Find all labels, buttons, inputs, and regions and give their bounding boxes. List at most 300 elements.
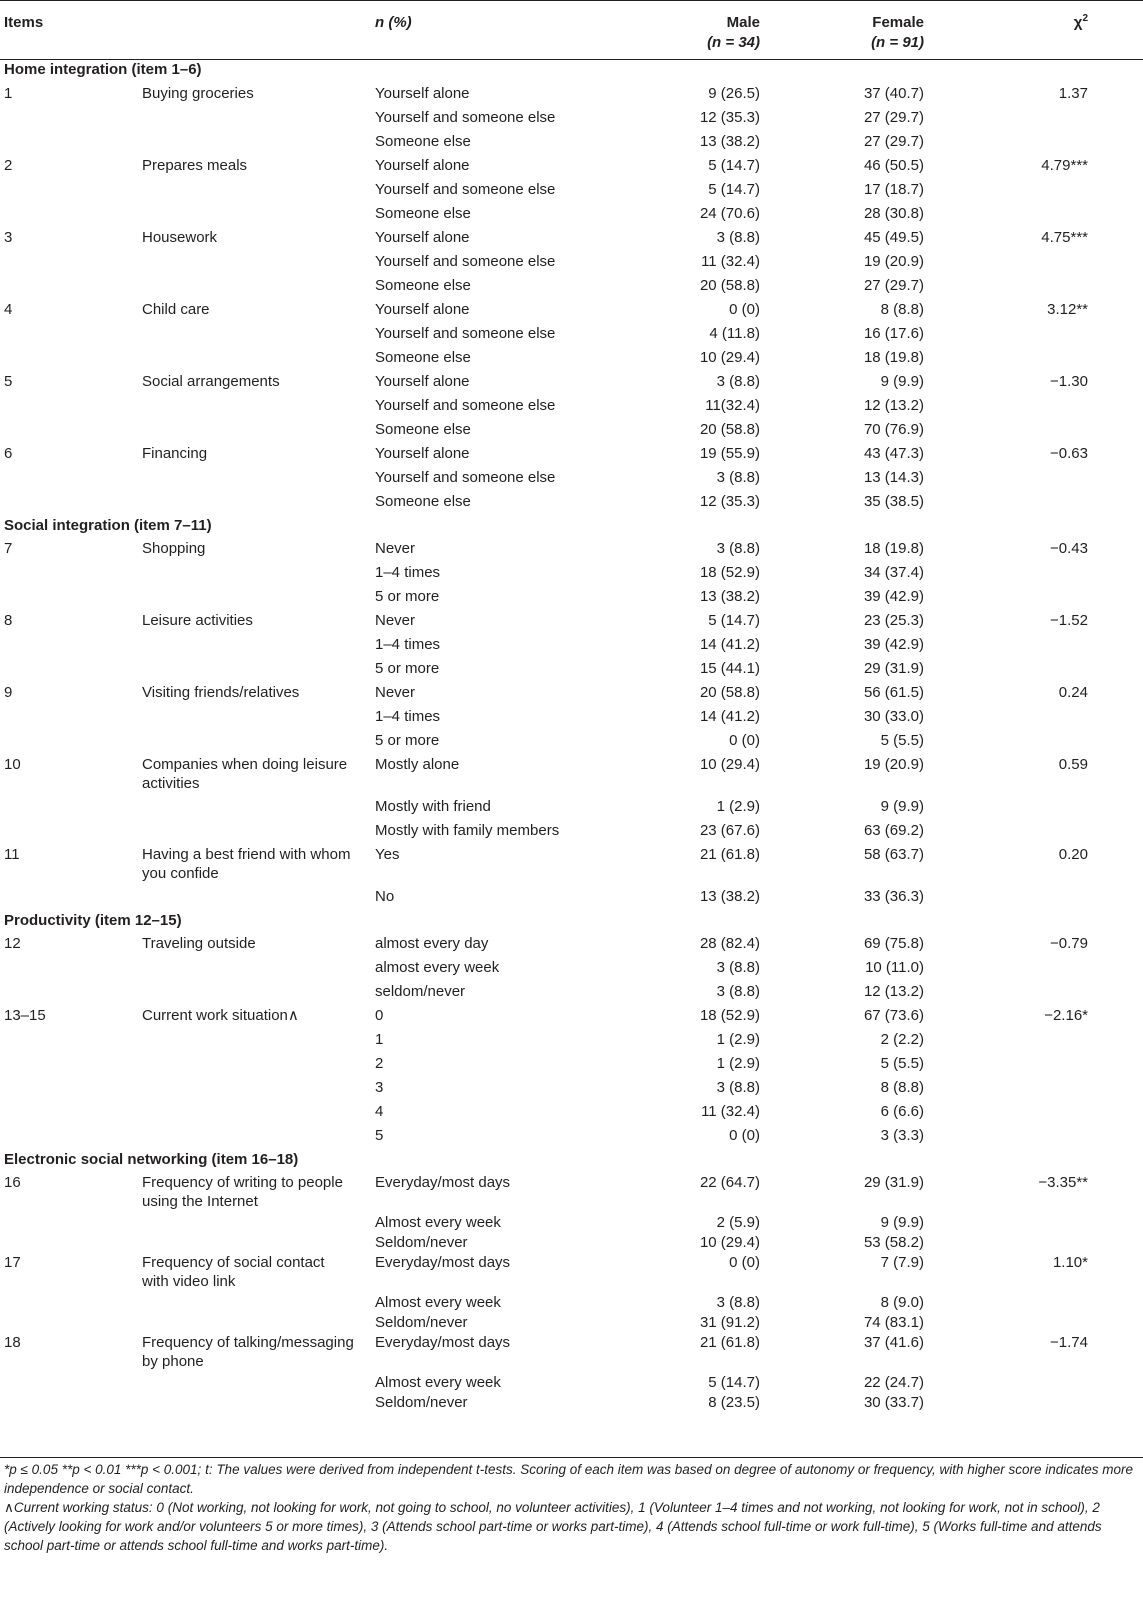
- footnote-divider: [0, 1457, 1143, 1458]
- table-row: [0, 228, 1143, 252]
- header-chi-square: $\chi^2$: [966, 1, 1143, 60]
- table-row: [0, 958, 1143, 982]
- table-row: [0, 934, 1143, 958]
- chi-square-value: [966, 348, 1143, 372]
- item-number: 13–15: [4, 1007, 46, 1024]
- table-row: [0, 468, 1143, 492]
- chi-square-value: [966, 1393, 1143, 1413]
- chi-square-value: [966, 731, 1143, 755]
- response-category: 5 or more: [375, 732, 440, 749]
- item-number: 11: [4, 846, 20, 863]
- item-label: [142, 1233, 375, 1253]
- item-label: [142, 1078, 375, 1102]
- item-number: 2: [4, 157, 13, 174]
- male-value: 5 (14.7): [708, 1374, 760, 1391]
- header-row: [0, 1, 1143, 60]
- item-number: 4: [4, 301, 13, 318]
- chi-square-value: [966, 1373, 1143, 1393]
- item-label: Shopping: [142, 540, 206, 557]
- chi-square-value: [966, 587, 1143, 611]
- response-category: 3: [375, 1079, 384, 1096]
- response-category: Mostly alone: [375, 756, 460, 773]
- female-value: 16 (17.6): [863, 325, 924, 342]
- response-category: Yes: [375, 846, 400, 863]
- response-category: Yourself and someone else: [375, 469, 556, 486]
- table-row: [0, 1078, 1143, 1102]
- response-category: Never: [375, 612, 416, 629]
- item-label: [142, 982, 375, 1006]
- table-row: [0, 1373, 1143, 1393]
- item-number: 18: [4, 1334, 21, 1351]
- male-value: 3 (8.8): [716, 229, 760, 246]
- section-title: Home integration (item 1–6): [4, 61, 202, 78]
- item-number: [0, 276, 142, 300]
- chi-square-value: [966, 324, 1143, 348]
- table-row: [0, 611, 1143, 635]
- female-value: 27 (29.7): [863, 277, 924, 294]
- chi-square-value: 0.59: [1058, 756, 1088, 773]
- female-value: 8 (8.8): [880, 1079, 924, 1096]
- chi-square-value: [966, 659, 1143, 683]
- female-value: 45 (49.5): [863, 229, 924, 246]
- item-number: [0, 797, 142, 821]
- item-label: [142, 204, 375, 228]
- table-row: [0, 755, 1143, 797]
- header-spacer: [142, 1, 375, 60]
- item-label: Social arrangements: [142, 373, 280, 390]
- item-label: [142, 887, 375, 911]
- male-value: 3 (8.8): [716, 469, 760, 486]
- table-row: [0, 1293, 1143, 1313]
- item-number: [0, 492, 142, 516]
- table-row: [0, 635, 1143, 659]
- response-category: Yourself alone: [375, 373, 470, 390]
- item-number: [0, 108, 142, 132]
- chi-square-value: [966, 635, 1143, 659]
- table-body: [0, 60, 1143, 1414]
- male-value: 12 (35.3): [699, 109, 760, 126]
- footnotes: [4, 1460, 1140, 1555]
- male-value: 3 (8.8): [716, 373, 760, 390]
- item-label: [142, 635, 375, 659]
- section-title: Social integration (item 7–11): [4, 517, 212, 534]
- female-value: 39 (42.9): [863, 636, 924, 653]
- table-row: [0, 539, 1143, 563]
- table-row: [0, 300, 1143, 324]
- chi-square-value: [966, 108, 1143, 132]
- female-value: 5 (5.5): [880, 732, 924, 749]
- female-value: 27 (29.7): [863, 109, 924, 126]
- table-row: [0, 84, 1143, 108]
- item-number: [0, 180, 142, 204]
- chi-square-value: [966, 563, 1143, 587]
- response-category: 1–4 times: [375, 564, 441, 581]
- male-value: 11 (32.4): [701, 1103, 760, 1120]
- table-row: [0, 887, 1143, 911]
- chi-square-value: [966, 797, 1143, 821]
- response-category: Mostly with friend: [375, 798, 491, 815]
- table-row: [0, 1030, 1143, 1054]
- response-category: almost every week: [375, 959, 500, 976]
- female-value: 23 (25.3): [863, 612, 924, 629]
- female-value: 35 (38.5): [863, 493, 924, 510]
- item-number: [0, 887, 142, 911]
- male-value: 3 (8.8): [716, 959, 760, 976]
- chi-square-value: [966, 420, 1143, 444]
- response-category: Someone else: [375, 205, 471, 222]
- item-label: Companies when doing leisure activities: [142, 756, 348, 792]
- item-label: Child care: [142, 301, 210, 318]
- table-row: [0, 108, 1143, 132]
- response-category: Never: [375, 540, 416, 557]
- table-row: [0, 324, 1143, 348]
- item-number: 1: [4, 85, 13, 102]
- chi-square-value: −1.74: [1050, 1334, 1088, 1351]
- chi-square-value: 4.75***: [1041, 229, 1088, 246]
- table-row: [0, 587, 1143, 611]
- item-label: [142, 821, 375, 845]
- table-row: [0, 1253, 1143, 1293]
- male-value: 18 (52.9): [699, 1007, 760, 1024]
- table-row: [0, 204, 1143, 228]
- chi-square-value: [966, 396, 1143, 420]
- male-value: 3 (8.8): [716, 1079, 760, 1096]
- response-category: Everyday/most days: [375, 1174, 511, 1191]
- response-category: Seldom/never: [375, 1234, 468, 1251]
- table-row: [0, 180, 1143, 204]
- chi-square-value: [966, 468, 1143, 492]
- item-number: [0, 348, 142, 372]
- item-label: [142, 587, 375, 611]
- female-value: 8 (9.0): [880, 1294, 924, 1311]
- chi-square-value: [966, 252, 1143, 276]
- section-header: [0, 60, 1143, 85]
- item-label: [142, 468, 375, 492]
- table-row: [0, 731, 1143, 755]
- table-row: [0, 132, 1143, 156]
- female-value: 9 (9.9): [880, 373, 924, 390]
- female-value: 53 (58.2): [863, 1234, 924, 1251]
- female-value: 33 (36.3): [863, 888, 924, 905]
- item-label: [142, 108, 375, 132]
- item-number: [0, 396, 142, 420]
- response-category: 1–4 times: [375, 708, 441, 725]
- male-value: 8 (23.5): [708, 1394, 760, 1411]
- male-value: 28 (82.4): [699, 935, 760, 952]
- item-number: 12: [4, 935, 21, 952]
- female-value: 43 (47.3): [863, 445, 924, 462]
- male-value: 18 (52.9): [699, 564, 760, 581]
- male-value: 1 (2.9): [716, 1055, 760, 1072]
- item-number: [0, 468, 142, 492]
- male-value: 12 (35.3): [699, 493, 760, 510]
- item-label: Housework: [142, 229, 218, 246]
- male-value: 14 (41.2): [699, 636, 760, 653]
- female-value: 3 (3.3): [880, 1127, 924, 1144]
- response-category: 5 or more: [375, 660, 440, 677]
- female-value: 19 (20.9): [863, 253, 924, 270]
- item-number: 17: [4, 1254, 21, 1271]
- male-value: 22 (64.7): [699, 1174, 760, 1191]
- item-label: Current work situation∧: [142, 1007, 299, 1024]
- item-label: [142, 1126, 375, 1150]
- male-value: 0 (0): [729, 732, 760, 749]
- chi-square-value: [966, 132, 1143, 156]
- item-label: Prepares meals: [142, 157, 248, 174]
- table-row: [0, 1006, 1143, 1030]
- section-header: [0, 516, 1143, 539]
- male-value: 21 (61.8): [699, 1334, 760, 1351]
- item-number: 3: [4, 229, 13, 246]
- male-value: 5 (14.7): [708, 612, 760, 629]
- response-category: Almost every week: [375, 1294, 501, 1311]
- table-row: [0, 845, 1143, 887]
- response-category: Someone else: [375, 421, 471, 438]
- item-number: [0, 958, 142, 982]
- male-value: 20 (58.8): [699, 421, 760, 438]
- table-row: [0, 252, 1143, 276]
- response-category: Almost every week: [375, 1374, 501, 1391]
- table-row: [0, 797, 1143, 821]
- chi-square-value: −2.16*: [1044, 1007, 1088, 1024]
- chi-square-value: [966, 1102, 1143, 1126]
- item-number: [0, 1393, 142, 1413]
- item-number: [0, 1213, 142, 1233]
- male-value: 5 (14.7): [708, 181, 760, 198]
- chi-square-value: [966, 1126, 1143, 1150]
- male-value: 13 (38.2): [699, 133, 760, 150]
- response-category: 2: [375, 1055, 384, 1072]
- item-label: Frequency of writing to people using the Internet: [142, 1174, 343, 1210]
- female-value: 6 (6.6): [880, 1103, 924, 1120]
- female-value: 9 (9.9): [880, 1214, 924, 1231]
- item-number: 6: [4, 445, 13, 462]
- item-number: [0, 1313, 142, 1333]
- response-category: Yourself alone: [375, 229, 470, 246]
- item-number: [0, 1373, 142, 1393]
- male-value: 3 (8.8): [716, 983, 760, 1000]
- item-number: [0, 420, 142, 444]
- item-label: [142, 1054, 375, 1078]
- chi-square-value: 0.20: [1058, 846, 1088, 863]
- header-male: Male (n = 34): [640, 1, 788, 60]
- response-category: Everyday/most days: [375, 1334, 511, 1351]
- item-label: [142, 1102, 375, 1126]
- item-label: Traveling outside: [142, 935, 256, 952]
- item-label: [142, 276, 375, 300]
- table-row: [0, 683, 1143, 707]
- female-value: 28 (30.8): [863, 205, 924, 222]
- table-row: [0, 276, 1143, 300]
- male-value: 20 (58.8): [699, 684, 760, 701]
- female-value: 12 (13.2): [863, 983, 924, 1000]
- response-category: Yourself and someone else: [375, 397, 556, 414]
- male-value: 9 (26.5): [708, 85, 760, 102]
- response-category: Someone else: [375, 133, 471, 150]
- item-number: 9: [4, 684, 13, 701]
- chi-square-value: 0.24: [1058, 684, 1088, 701]
- item-label: Frequency of social contact with video link: [142, 1254, 325, 1290]
- female-value: 37 (40.7): [863, 85, 924, 102]
- male-value: 10 (29.4): [699, 349, 760, 366]
- chi-square-value: [966, 1313, 1143, 1333]
- response-category: Seldom/never: [375, 1394, 468, 1411]
- female-value: 30 (33.0): [863, 708, 924, 725]
- response-category: Everyday/most days: [375, 1254, 511, 1271]
- item-label: Visiting friends/relatives: [142, 684, 300, 701]
- response-category: Yourself and someone else: [375, 253, 556, 270]
- item-label: [142, 1393, 375, 1413]
- female-value: 17 (18.7): [863, 181, 924, 198]
- item-label: [142, 797, 375, 821]
- item-label: [142, 1313, 375, 1333]
- chi-square-value: −0.43: [1050, 540, 1088, 557]
- response-category: Someone else: [375, 349, 471, 366]
- female-value: 10 (11.0): [865, 959, 924, 976]
- table-row: [0, 707, 1143, 731]
- table-row: [0, 1233, 1143, 1253]
- female-value: 18 (19.8): [863, 540, 924, 557]
- item-label: [142, 324, 375, 348]
- chi-square-value: −3.35**: [1038, 1174, 1088, 1191]
- female-value: 22 (24.7): [863, 1374, 924, 1391]
- male-value: 13 (38.2): [699, 888, 760, 905]
- section-title: Electronic social networking (item 16–18): [4, 1151, 299, 1168]
- item-number: [0, 132, 142, 156]
- response-category: Yourself alone: [375, 157, 470, 174]
- chi-square-value: [966, 958, 1143, 982]
- table-row: [0, 156, 1143, 180]
- female-value: 58 (63.7): [863, 846, 924, 863]
- chi-square-value: [966, 982, 1143, 1006]
- table-row: [0, 982, 1143, 1006]
- chi-square-value: [966, 1030, 1143, 1054]
- chi-square-value: [966, 1293, 1143, 1313]
- item-number: [0, 635, 142, 659]
- female-value: 67 (73.6): [863, 1007, 924, 1024]
- chi-square-value: [966, 707, 1143, 731]
- table-row: [0, 444, 1143, 468]
- response-category: 4: [375, 1103, 384, 1120]
- male-value: 23 (67.6): [699, 822, 760, 839]
- male-value: 1 (2.9): [716, 1031, 760, 1048]
- female-value: 34 (37.4): [863, 564, 924, 581]
- response-category: Yourself and someone else: [375, 325, 556, 342]
- item-number: [0, 587, 142, 611]
- footnote-significance: *p ≤ 0.05 **p < 0.01 ***p < 0.001; t: The values were derived from independent t-tests. Scoring of each item was based on degree of autonomy or frequency, with higher score indicates more independence or social contact.: [4, 1462, 1134, 1496]
- chi-square-value: [966, 1054, 1143, 1078]
- chi-square-value: −1.52: [1050, 612, 1088, 629]
- male-value: 0 (0): [729, 1254, 760, 1271]
- female-value: 70 (76.9): [863, 421, 924, 438]
- item-label: [142, 1373, 375, 1393]
- item-label: [142, 563, 375, 587]
- item-number: [0, 982, 142, 1006]
- male-value: 19 (55.9): [699, 445, 760, 462]
- male-value: 11 (32.4): [701, 253, 760, 270]
- female-value: 9 (9.9): [880, 798, 924, 815]
- item-number: [0, 707, 142, 731]
- item-label: [142, 420, 375, 444]
- item-number: 16: [4, 1174, 21, 1191]
- male-value: 2 (5.9): [716, 1214, 760, 1231]
- item-label: [142, 180, 375, 204]
- item-label: [142, 731, 375, 755]
- male-value: 24 (70.6): [699, 205, 760, 222]
- response-category: Yourself alone: [375, 445, 470, 462]
- table-row: [0, 1393, 1143, 1413]
- response-category: Someone else: [375, 493, 471, 510]
- response-category: 5 or more: [375, 588, 440, 605]
- item-label: [142, 1293, 375, 1313]
- item-number: [0, 563, 142, 587]
- female-value: 13 (14.3): [863, 469, 924, 486]
- item-number: [0, 1030, 142, 1054]
- male-value: 13 (38.2): [699, 588, 760, 605]
- female-value: 5 (5.5): [880, 1055, 924, 1072]
- female-value: 37 (41.6): [863, 1334, 924, 1351]
- response-category: Yourself and someone else: [375, 181, 556, 198]
- female-value: 74 (83.1): [863, 1314, 924, 1331]
- female-value: 30 (33.7): [863, 1394, 924, 1411]
- response-category: No: [375, 888, 395, 905]
- response-category: Never: [375, 684, 416, 701]
- chi-square-value: −0.63: [1050, 445, 1088, 462]
- female-value: 56 (61.5): [863, 684, 924, 701]
- table-row: [0, 659, 1143, 683]
- chi-square-value: [966, 492, 1143, 516]
- item-number: [0, 1293, 142, 1313]
- header-female: Female (n = 91): [788, 1, 966, 60]
- response-category: Mostly with family members: [375, 822, 560, 839]
- table-row: [0, 372, 1143, 396]
- item-label: [142, 492, 375, 516]
- table-row: [0, 492, 1143, 516]
- item-label: Buying groceries: [142, 85, 254, 102]
- item-number: [0, 731, 142, 755]
- response-category: almost every day: [375, 935, 489, 952]
- item-number: [0, 252, 142, 276]
- item-number: [0, 1078, 142, 1102]
- female-value: 39 (42.9): [863, 588, 924, 605]
- item-label: Having a best friend with whom you confide: [142, 846, 351, 882]
- table-row: [0, 396, 1143, 420]
- response-category: 0: [375, 1007, 384, 1024]
- item-number: 7: [4, 540, 13, 557]
- female-value: 18 (19.8): [863, 349, 924, 366]
- chi-square-value: [966, 204, 1143, 228]
- item-label: [142, 1030, 375, 1054]
- response-category: 5: [375, 1127, 384, 1144]
- header-npct: n (%): [375, 1, 640, 60]
- item-label: [142, 348, 375, 372]
- chi-square-value: 1.10*: [1052, 1254, 1088, 1271]
- male-value: 31 (91.2): [699, 1314, 760, 1331]
- item-number: [0, 1233, 142, 1253]
- chi-square-value: 1.37: [1058, 85, 1088, 102]
- female-value: 2 (2.2): [880, 1031, 924, 1048]
- male-value: 4 (11.8): [709, 325, 760, 342]
- chi-square-value: [966, 887, 1143, 911]
- item-number: 8: [4, 612, 13, 629]
- female-value: 27 (29.7): [863, 133, 924, 150]
- table-row: [0, 821, 1143, 845]
- item-label: [142, 1213, 375, 1233]
- item-label: Financing: [142, 445, 208, 462]
- response-category: Almost every week: [375, 1214, 501, 1231]
- response-category: 1–4 times: [375, 636, 441, 653]
- male-value: 3 (8.8): [716, 540, 760, 557]
